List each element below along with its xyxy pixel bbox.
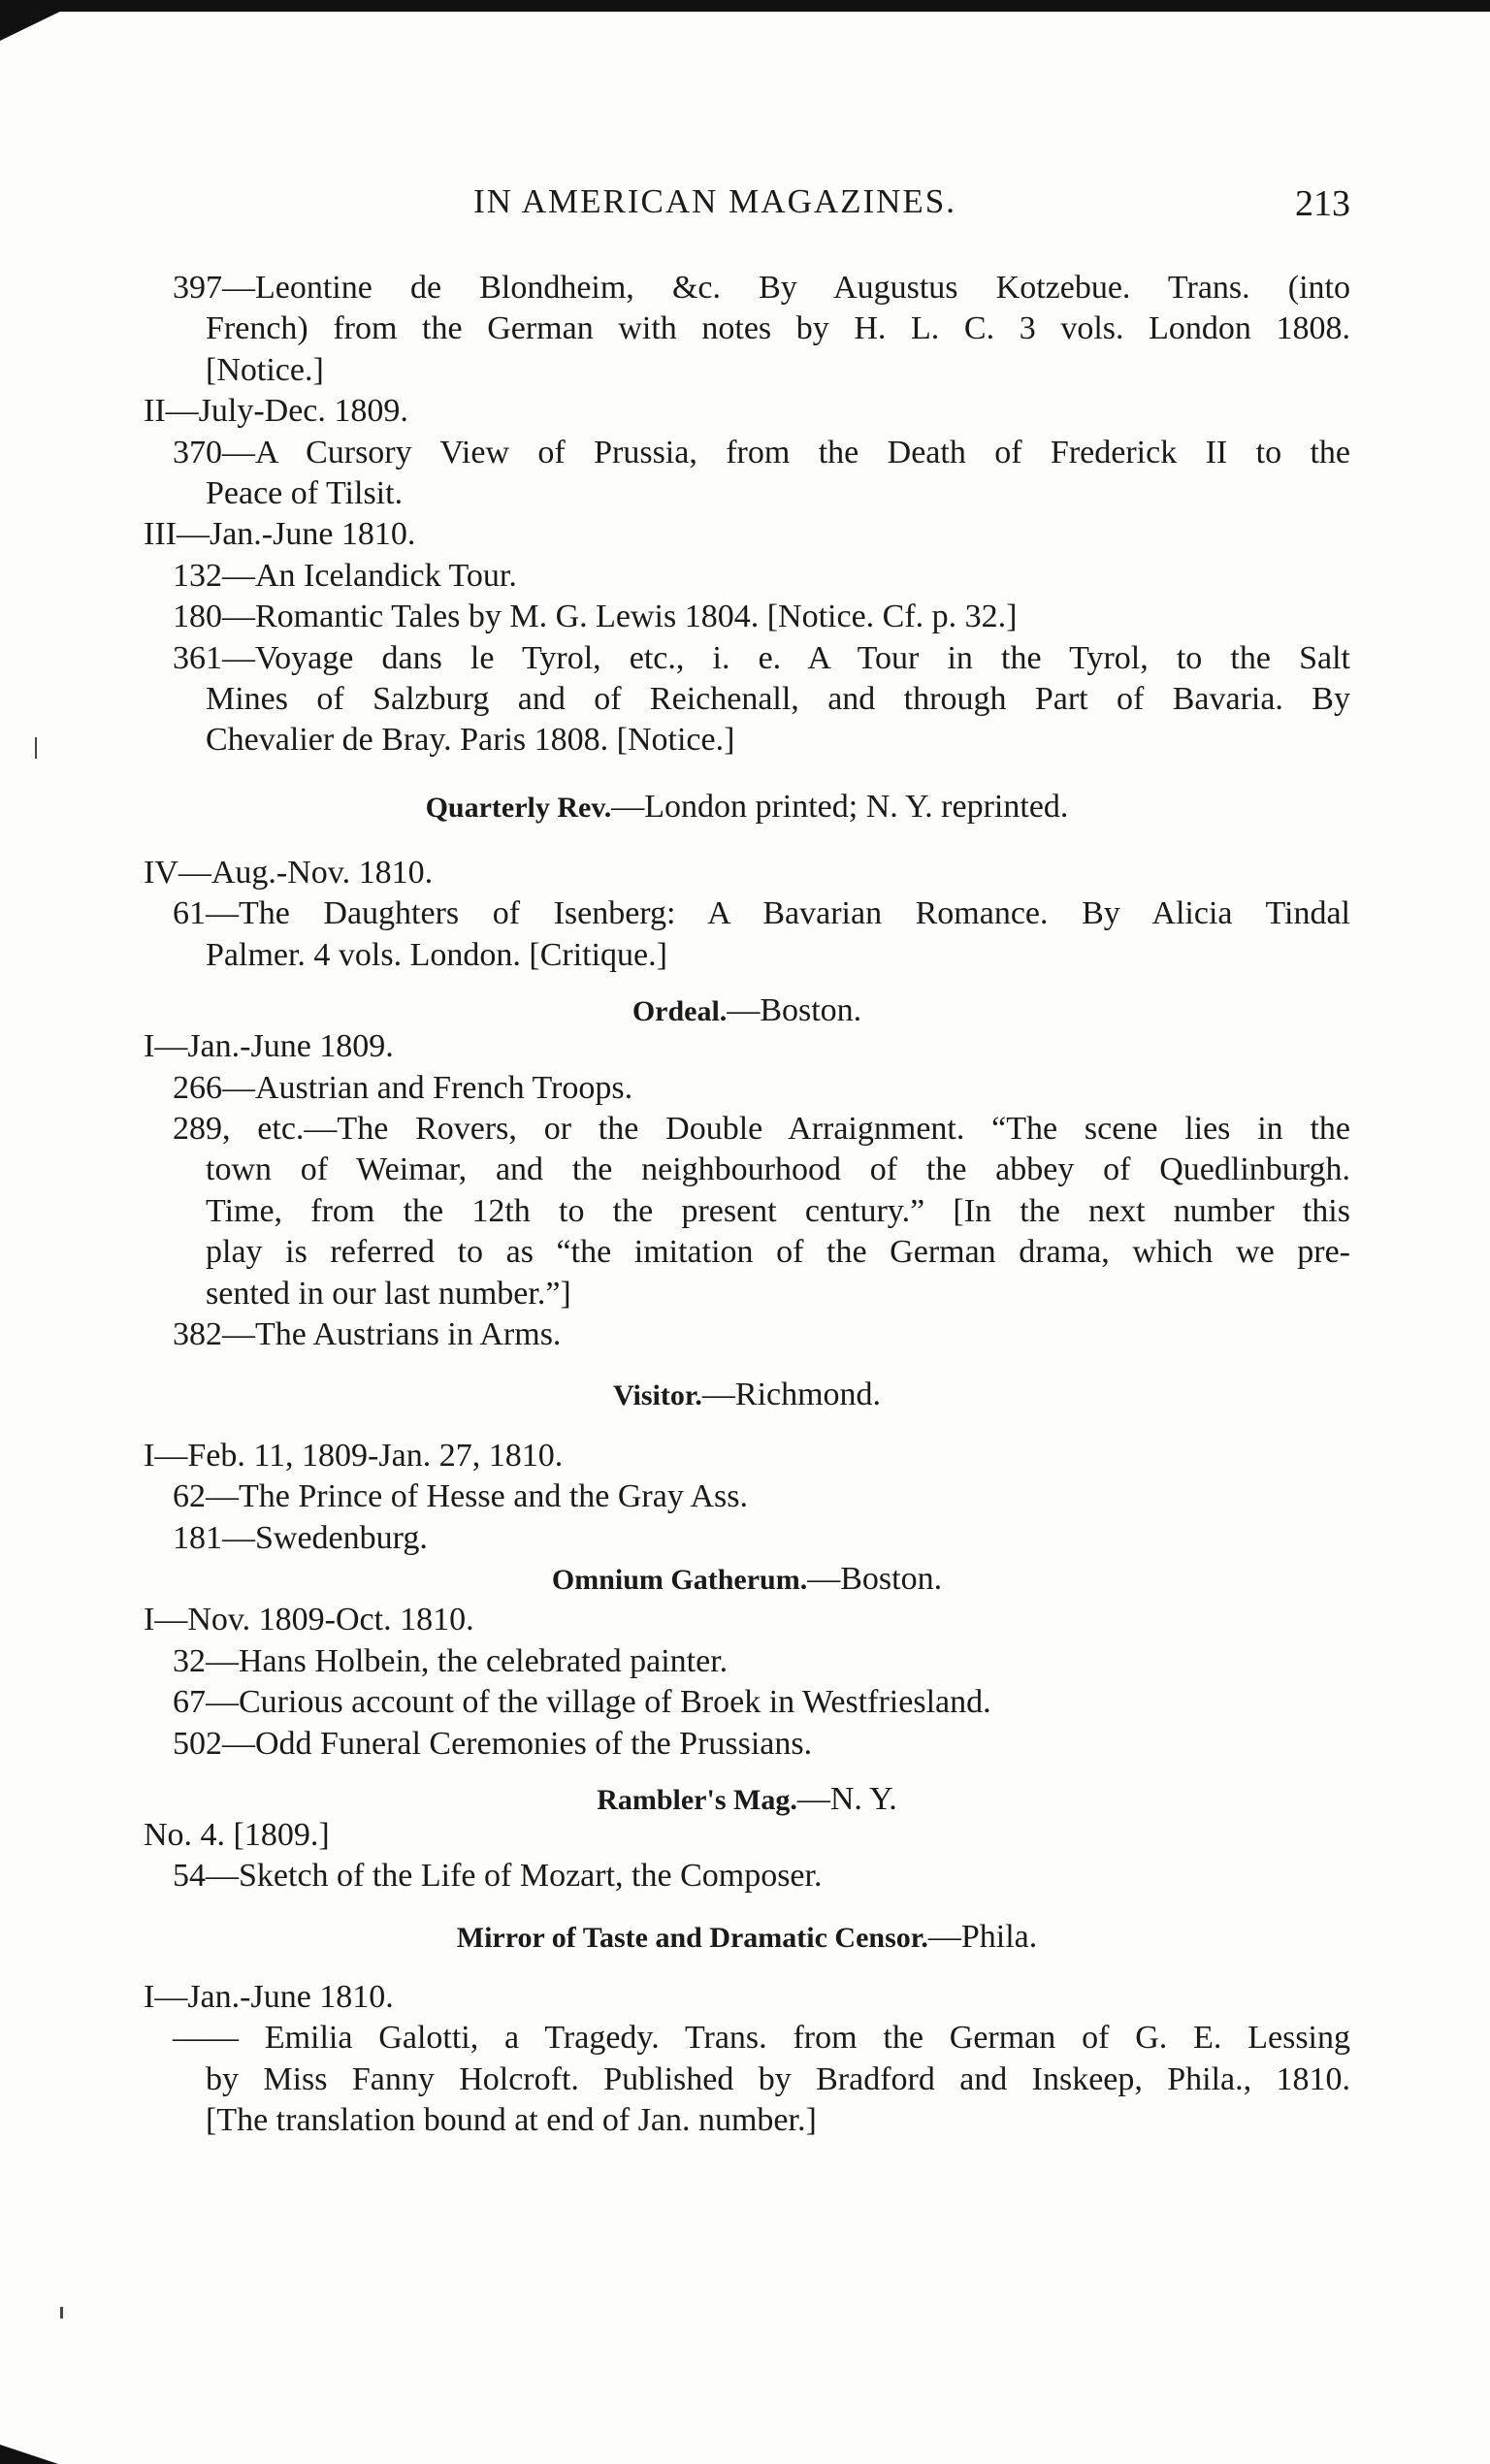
magazine-place: —Boston. bbox=[807, 1560, 943, 1597]
magazine-place: —London printed; N. Y. reprinted. bbox=[611, 788, 1069, 825]
magazine-title: Quarterly Rev. bbox=[425, 791, 612, 824]
running-head: IN AMERICAN MAGAZINES. bbox=[473, 182, 957, 220]
magazine-heading bbox=[144, 1780, 1350, 1817]
entry-line: Mines of Salzburg and of Reichenall, and through Part of Bavaria. By bbox=[206, 680, 1350, 717]
entry-line: Time, from the 12th to the present century.” [In the next number this bbox=[206, 1192, 1350, 1229]
magazine-heading bbox=[144, 1375, 1350, 1415]
magazine-title: Mirror of Taste and Dramatic Censor. bbox=[456, 1921, 928, 1954]
entry-line: [The translation bound at end of Jan. number.] bbox=[206, 2102, 817, 2139]
magazine-place: —Boston. bbox=[727, 992, 862, 1029]
volume-line: I—Jan.-June 1810. bbox=[144, 1979, 394, 2016]
entry-line: 132—An Icelandick Tour. bbox=[173, 557, 517, 594]
magazine-place: —Phila. bbox=[927, 1918, 1038, 1955]
entry-line: 67—Curious account of the village of Broek in Westfriesland. bbox=[173, 1684, 991, 1721]
page-header bbox=[144, 182, 1350, 231]
page-body bbox=[144, 268, 1350, 2142]
volume-line: III—Jan.-June 1810. bbox=[144, 516, 416, 553]
magazine-title: Rambler's Mag. bbox=[597, 1783, 797, 1816]
magazine-place: —N. Y. bbox=[796, 1780, 897, 1817]
scan-top-edge bbox=[0, 0, 1490, 12]
volume-line: II—July-Dec. 1809. bbox=[144, 393, 408, 430]
entry-line: 54—Sketch of the Life of Mozart, the Composer. bbox=[173, 1858, 823, 1895]
entry-line: town of Weimar, and the neighbourhood of the abbey of Quedlinburgh. bbox=[206, 1151, 1350, 1188]
magazine-place: —Richmond. bbox=[701, 1377, 882, 1413]
volume-line: I—Jan.-June 1809. bbox=[144, 1028, 394, 1065]
entry-line: French) from the German with notes by H. L. C. 3 vols. London 1808. bbox=[206, 310, 1350, 347]
magazine-title: Omnium Gatherum. bbox=[551, 1563, 808, 1596]
scan-speck bbox=[60, 2307, 63, 2318]
entry-line: 180—Romantic Tales by M. G. Lewis 1804. [Notice. Cf. p. 32.] bbox=[173, 599, 1018, 635]
entry-line: 361—Voyage dans le Tyrol, etc., i. e. A Tour in the Tyrol, to the Salt bbox=[173, 639, 1350, 676]
entry-line: 266—Austrian and French Troops. bbox=[173, 1069, 633, 1106]
entry-line: by Miss Fanny Holcroft. Published by Bradford and Inskeep, Phila., 1810. bbox=[206, 2060, 1350, 2097]
magazine-heading bbox=[144, 1559, 1350, 1600]
page-number: 213 bbox=[1295, 183, 1350, 224]
entry-line: 181—Swedenburg. bbox=[173, 1519, 428, 1556]
magazine-heading bbox=[144, 1917, 1350, 1958]
entry-line: Palmer. 4 vols. London. [Critique.] bbox=[206, 936, 667, 973]
entry-line: 397—Leontine de Blondheim, &c. By Augustus Kotzebue. Trans. (into bbox=[173, 270, 1350, 306]
scan-bottom-corner-mark bbox=[0, 2445, 58, 2464]
volume-line: No. 4. [1809.] bbox=[144, 1816, 330, 1853]
entry-line: 370—A Cursory View of Prussia, from the Death of Frederick II to the bbox=[173, 434, 1350, 470]
scan-speck bbox=[35, 737, 37, 759]
magazine-title: Visitor. bbox=[612, 1379, 702, 1412]
volume-line: I—Feb. 11, 1809-Jan. 27, 1810. bbox=[144, 1437, 564, 1474]
entry-line: Peace of Tilsit. bbox=[206, 474, 404, 511]
entry-line: sented in our last number.”] bbox=[206, 1275, 571, 1312]
entry-line: Chevalier de Bray. Paris 1808. [Notice.] bbox=[206, 722, 735, 759]
entry-line: 32—Hans Holbein, the celebrated painter. bbox=[173, 1642, 729, 1679]
entry-line: 61—The Daughters of Isenberg: A Bavarian Romance. By Alicia Tindal bbox=[173, 895, 1350, 932]
entry-line: —— Emilia Galotti, a Tragedy. Trans. from the German of G. E. Lessing bbox=[173, 2020, 1350, 2057]
magazine-heading bbox=[144, 787, 1350, 827]
entry-line: 289, etc.—The Rovers, or the Double Arraignment. “The scene lies in the bbox=[173, 1111, 1350, 1148]
scan-corner-mark bbox=[0, 8, 68, 41]
entry-line: 382—The Austrians in Arms. bbox=[173, 1315, 562, 1352]
entry-line: play is referred to as “the imitation of the German drama, which we pre- bbox=[206, 1234, 1350, 1271]
entry-line: 62—The Prince of Hesse and the Gray Ass. bbox=[173, 1478, 748, 1515]
magazine-title: Ordeal. bbox=[632, 995, 728, 1028]
volume-line: I—Nov. 1809-Oct. 1810. bbox=[144, 1602, 474, 1638]
entry-line: [Notice.] bbox=[206, 351, 324, 388]
volume-line: IV—Aug.-Nov. 1810. bbox=[144, 855, 434, 892]
magazine-heading bbox=[144, 992, 1350, 1029]
entry-line: 502—Odd Funeral Ceremonies of the Prussians. bbox=[173, 1725, 813, 1762]
